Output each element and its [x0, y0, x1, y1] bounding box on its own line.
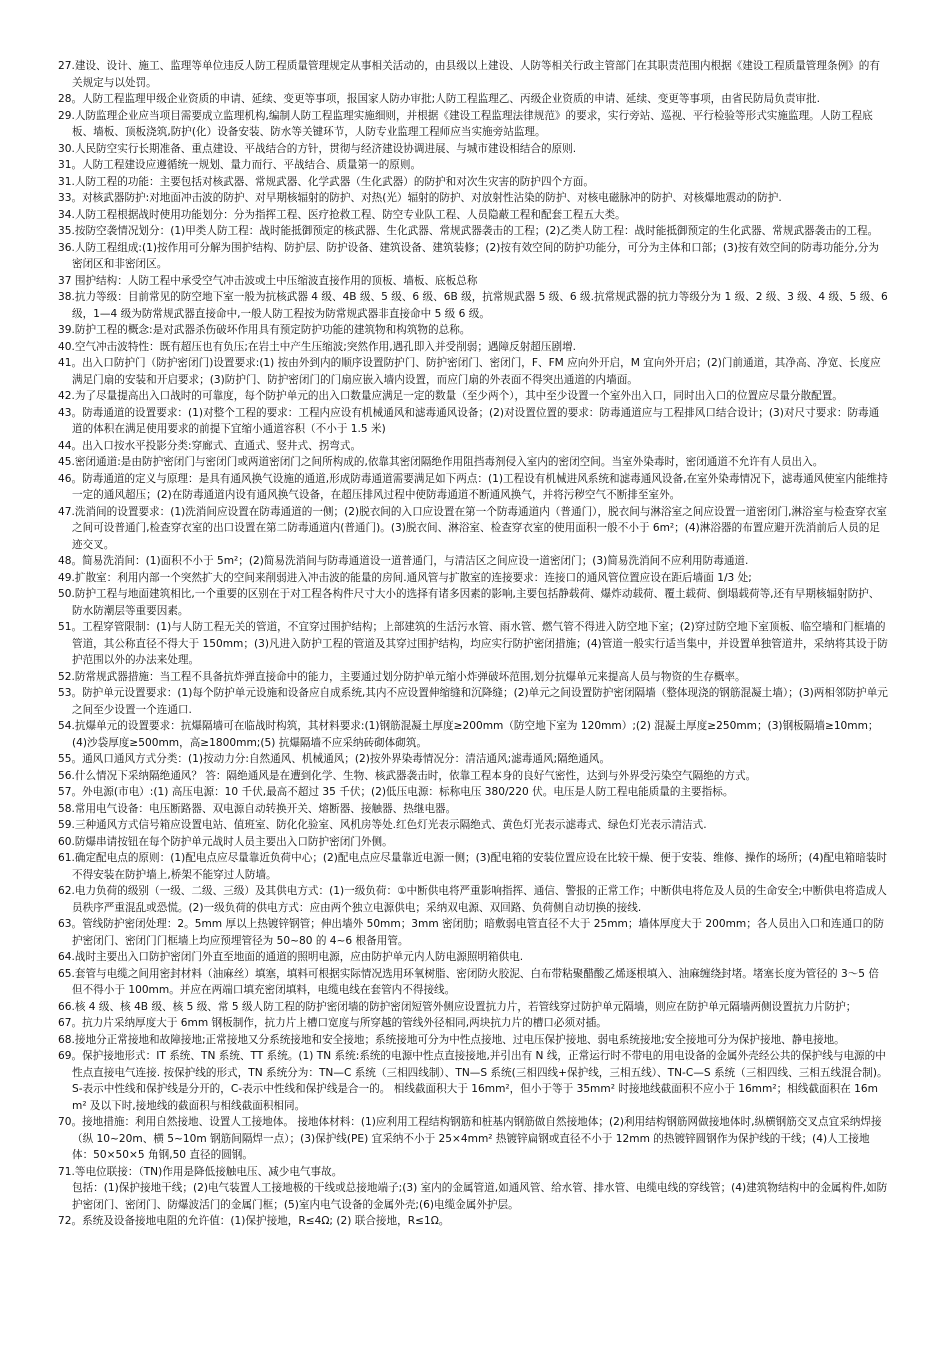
paragraph-33: 33。对核武器防护:对地面冲击波的防护、对早期核辐射的防护、对热(光）辐射的防护、对放射性沾染的防护、对核电磁脉冲的防护、对核爆地震动的防护.	[58, 192, 782, 204]
paragraph-31b: 31.人防工程的功能：主要包括对核武器、常规武器、化学武器（生化武器）的防护和对次生灾害的防护四个方面。	[58, 175, 594, 188]
paragraph-43: 43。防毒通道的设置要求：(1)对整个工程的要求：工程内应设有机械通风和滤毒通风设备；(2)对设置位置的要求：防毒通道应与工程排风口结合设计；(3)对尺寸要求：防毒通道的体积在满足使用要求的前提下宜缩小通道容积（不小于 1.5 米)	[58, 406, 880, 435]
paragraph-63: 63。管线防护密闭处理：2。5mm 厚以上热镀锌钢管；伸出墙外 50mm；3mm 密闭肋；暗敷弱电管直径不大于 25mm；墙体厚度大于 200mm；各人员出入口和连通口的防护密闭门、密闭门门框墙上均应预埋管径为 50~80 的 4~6 根备用管。	[58, 918, 884, 947]
paragraph-34: 34.人防工程根据战时使用功能划分：分为指挥工程、医疗抢救工程、防空专业队工程、人员隐蔽工程和配套工程五大类。	[58, 208, 626, 221]
paragraph-68: 68.接地分正常接地和故障接地;正常接地又分系统接地和安全接地；系统接地可分为中性点接地、过电压保护接地、弱电系统接地;安全接地可分为保护接地、静电接地。	[58, 1033, 845, 1046]
paragraph-49: 49.扩散室：利用内部一个突然扩大的空间来削弱进入冲击波的能量的房间.通风管与扩散室的连接要求：连接口的通风管位置应设在距后墙面 1/3 处;	[58, 571, 752, 584]
paragraph-60: 60.防爆串请按钮在每个防护单元战时人员主要出入口防护密闭门外侧。	[58, 835, 393, 848]
paragraph-62: 62.电力负荷的级别（一级、二级、三级）及其供电方式：(1)一级负荷：①中断供电将严重影响指挥、通信、警报的正常工作；中断供电将危及人员的生命安全;中断供电将造成人员秩序严重混乱或恐慌。(2)一级负荷的供电方式：应由两个独立电源供电；采纳双电源、双回路、负荷侧自动切换的接线.	[58, 885, 887, 914]
paragraph-42: 42.为了尽量提高出入口战时的可靠度，每个防护单元的出入口数量应满足一定的数量（至少两个），其中至少设置一个室外出入口，同时出入口的位置应尽量分散配置。	[58, 390, 843, 402]
paragraph-53: 53。防护单元设置要求：(1)每个防护单元设施和设备应自成系统,其内不应设置伸缩缝和沉降缝；(2)单元之间设置防护密闭隔墙（整体现浇的钢筋混凝土墙）；(3)两相邻防护单元之间至少设置一个连通口.	[58, 687, 888, 716]
document-body	[58, 58, 888, 1230]
paragraph-61: 61.确定配电点的原则：(1)配电点应尽量靠近负荷中心；(2)配电点应尽量靠近电源一侧；(3)配电箱的安装位置应设在比较干燥、便于安装、维修、操作的场所；(4)配电箱暗装时不得安装在防护墙上,桥架不能穿过人防墙。	[58, 852, 888, 881]
paragraph-31a: 31。人防工程建设应遵循统一规划、量力而行、平战结合、质量第一的原则。	[58, 159, 422, 171]
paragraph-50: 50.防护工程与地面建筑相比,一个重要的区别在于对工程各构件尺寸大小的选择有诸多因素的影响,主要包括静载荷、爆炸动载荷、覆土载荷、倒塌载荷等,还有早期核辐射防护、防水防潮层等重要因素。	[58, 588, 880, 617]
paragraph-48: 48。简易洗消间：(1)面积不小于 5m²；(2)简易洗消间与防毒通道设一道普通门，与清洁区之间应设一道密闭门；(3)简易洗消间不应利用防毒通道.	[58, 555, 749, 567]
paragraph-69: 69。保护接地形式：IT 系统、TN 系统、TT 系统。(1) TN 系统:系统的电源中性点直接接地,并引出有 N 线，正常运行时不带电的用电设备的金属外壳经公共的保护线与电源的中性点直接电气连接. 按保护线的形式，TN 系统分为：TN—C 系统（三相四线制）、TN—S 系统(三相四线+保护线，三相五线）、TN-C—S 系统（三相四线、三相五线混合制)。S-表示中性线和保护线是分开的，C-表示中性线和保护线是合一的。 相线截面积大于 16mm²，但小于等于 35mm² 时接地线截面积不应小于 16mm²；相线截面积在 16mm² 及以下时,接地线的截面积与相线截面积相同。	[58, 1050, 888, 1112]
paragraph-45: 45.密闭通道:是由防护密闭门与密闭门或两道密闭门之间所构成的,依靠其密闭隔绝作用阻挡毒剂侵入室内的密闭空间。当室外染毒时，密闭通道不允许有人员出入。	[58, 456, 824, 468]
paragraph-54: 54.抗爆单元的设置要求：抗爆隔墙可在临战时构筑，其材料要求:(1)钢筋混凝土厚度≥200mm（防空地下室为 120mm）;(2) 混凝土厚度≥250mm；(3)钢板隔墙≥10mm；(4)沙袋厚度≥500mm，高≥1800mm;(5) 抗爆隔墙不应采纳砖砌体砌筑。	[58, 720, 879, 749]
paragraph-39: 39.防护工程的概念:是对武器杀伤破坏作用具有预定防护功能的建筑物和构筑物的总称。	[58, 324, 471, 336]
paragraph-41: 41。出入口防护门（防护密闭门)设置要求:(1) 按由外到内的顺序设置防护门、防护密闭门、密闭门，F、FM 应向外开启，M 宜向外开启；(2)门前通道，其净高、净宽、长度应满足门扇的安装和开启要求；(3)防护门、防护密闭门的门扇应嵌入墙内设置，而应门扇的外表面不得突出通道的内墙面。	[58, 357, 881, 386]
paragraph-40: 40.空气冲击波特性：既有超压也有负压;在岩土中产生压缩波;突然作用,遇孔即入并受削弱；遇障反射超压剧增.	[58, 340, 577, 353]
paragraph-67: 67。抗力片采纳厚度大于 6mm 钢板制作，抗力片上槽口宽度与所穿越的管线外径相同,两块抗力片的槽口必须对插。	[58, 1017, 607, 1029]
paragraph-36: 36.人防工程组成:(1)按作用可分解为围护结构、防护层、防护设备、建筑设备、建筑装修；(2)按有效空间的防护功能分，可分为主体和口部；(3)按有效空间的防毒功能分,分为密闭区和非密闭区。	[58, 241, 879, 270]
paragraph-46: 46。防毒通道的定义与原理：是具有通风换气设施的通道,形成防毒通道需要满足如下两点：(1)工程设有机械进风系统和滤毒通风设备,在室外染毒情况下，滤毒通风使室内能维持一定的通风超压；(2)在防毒通道内设有通风换气设备，在超压排风过程中使防毒通道不断通风换气，并将污秽空气不断排至室外。	[58, 472, 888, 501]
paragraph-64: 64.战时主要出入口防护密闭门外直至地面的通道的照明电源，应由防护单元内人防电源照明箱供电.	[58, 951, 524, 963]
paragraph-55: 55。通风口通风方式分类：(1)按动力分:自然通风、机械通风；(2)按外界染毒情况分：清洁通风;滤毒通风;隔绝通风。	[58, 753, 611, 765]
paragraph-37: 37 围护结构：人防工程中承受空气冲击波或土中压缩波直接作用的顶板、墙板、底板总称	[58, 274, 478, 287]
paragraph-56: 56.什么情况下采纳隔绝通风？ 答：隔绝通风是在遭到化学、生物、核武器袭击时，依靠工程本身的良好气密性，达到与外界受污染空气隔绝的方式。	[58, 769, 757, 782]
paragraph-71: 71.等电位联接：（TN)作用是降低接触电压、减少电气事故。	[58, 1165, 343, 1178]
paragraph-51: 51。工程穿管限制：(1)与人防工程无关的管道，不宜穿过围护结构；上部建筑的生活污水管、雨水管、燃气管不得进入防空地下室；(2)穿过防空地下室顶板、临空墙和门框墙的管道，其公称直径不得大于 150mm；(3)凡进入防护工程的管道及其穿过围护结构，均应实行防护密闭措施；(4)管道一般实行适当集中，并设置单独管道井，采纳将其设于防护范围以外的办法来处理。	[58, 621, 888, 666]
paragraph-38: 38.抗力等级：目前常见的防空地下室一般为抗核武器 4 级、4B 级、5 级、6 级、6B 级，抗常规武器 5 级、6 级.抗常规武器的抗力等级分为 1 级、2 级、3 级、4 级、5 级、6 级，1—4 级为防常规武器直接命中,一般人防工程按为防常规武器非直接命中 5 级 6 级。	[58, 291, 888, 320]
paragraph-52: 52.防常规武器措施：当工程不具备抗炸弹直接命中的能力，主要通过划分防护单元缩小炸弹破坏范围,划分抗爆单元来提高人员与物资的生存概率。	[58, 670, 746, 683]
paragraph-59: 59.三种通风方式信号箱应设置电站、值班室、防化化验室、风机房等处.红色灯光表示隔绝式、黄色灯光表示滤毒式、绿色灯光表示清洁式.	[58, 819, 707, 831]
paragraph-44: 44。出入口按水平投影分类:穿廊式、直通式、竖井式、拐弯式。	[58, 439, 362, 452]
paragraph-30: 30.人民防空实行长期准备、重点建设、平战结合的方针，贯彻与经济建设协调进展、与城市建设相结合的原则.	[58, 142, 577, 155]
paragraph-66: 66.核 4 级、核 4B 级、核 5 级、常 5 级人防工程的防护密闭墙的防护密闭短管外侧应设置抗力片，若管线穿过防护单元隔墙，则应在防护单元隔墙两侧设置抗力片防护；	[58, 1000, 857, 1013]
paragraph-58: 58.常用电气设备：电压断路器、双电源自动转换开关、熔断器、接触器、热继电器。	[58, 802, 457, 815]
paragraph-29: 29.人防监理企业应当项目需要成立监理机构,编制人防工程监理实施细则，并根据《建设工程监理法律规范》的要求，实行旁站、巡视、平行检验等形式实施监理。人防工程底板、墙板、顶板浇筑,防护(化）设备安装、防水等关键环节，人防专业监理工程师应当实施旁站监理。	[58, 109, 873, 138]
paragraph-47: 47.洗消间的设置要求：(1)洗消间应设置在防毒通道的一侧；(2)脱衣间的入口应设置在第一个防毒通道内（普通门），脱衣间与淋浴室之间应设置一道密闭门,淋浴室与检查穿衣室之间可设普通门,检查穿衣室的出口设置在第二防毒通道内(普通门)。(3)脱衣间、淋浴室、检查穿衣室的使用面积一般不小于 6m²；(4)淋浴器的布置应避开洗消前后人员的足迹交叉。	[58, 505, 887, 551]
paragraph-57: 57。外电源(市电）:(1) 高压电源：10 千伏,最高不超过 35 千伏；(2)低压电源：标称电压 380/220 伏。电压是人防工程电能质量的主要指标。	[58, 786, 734, 798]
paragraph-65: 65.套管与电缆之间用密封材料（油麻丝）填塞，填料可根据实际情况选用环氧树脂、密闭防火胶泥、白布带粘聚醋酸乙烯逐根填入、油麻缠绕封堵。堵塞长度为管径的 3～5 倍但不得小于 100mm。并应在两端口填充密闭填料，电缆电线在套管内不得接线。	[58, 967, 879, 996]
paragraph-70: 70。接地措施：利用自然接地、设置人工接地体。 接地体材料：(1)应利用工程结构钢筋和桩基内钢筋做自然接地体；(2)利用结构钢筋网做接地体时,纵横钢筋交叉点宜采纳焊接（纵 10~20m、横 5~10m 钢筋间隔焊一点）；(3)保护线(PE) 宜采纳不小于 25×4mm² 热镀锌扁钢或直径不小于 12mm 的热镀锌圆钢作为保护线的干线；(4)人工接地体：50×50×5 角钢,50 直径的圆钢。	[58, 1116, 882, 1161]
paragraph-71-details: 包括：(1)保护接地干线；(2)电气装置人工接地极的干线或总接地端子;(3) 室内的金属管道,如通风管、给水管、排水管、电缆电线的穿线管；(4)建筑物结构中的金属构件,如防护密闭门、密闭门、防爆波活门的金属门框；(5)室内电气设备的金属外壳;(6)电缆金属外护层。	[72, 1182, 888, 1211]
paragraph-35: 35.按防空袭情况划分：(1)甲类人防工程：战时能抵御预定的核武器、生化武器、常规武器袭击的工程；(2)乙类人防工程：战时能抵御预定的生化武器、常规武器袭击的工程。	[58, 225, 879, 237]
paragraph-28: 28。人防工程监理甲级企业资质的申请、延续、变更等事项，报国家人防办审批;人防工程监理乙、丙级企业资质的申请、延续、变更等事项，由省民防局负责审批.	[58, 93, 820, 105]
paragraph-72: 72。系统及设备接地电阻的允许值：(1)保护接地，R≤4Ω; (2) 联合接地，R≤1Ω。	[58, 1215, 450, 1227]
paragraph-27: 27.建设、设计、施工、监理等单位违反人防工程质量管理规定从事相关活动的，由县级以上建设、人防等相关行政主管部门在其职责范围内根据《建设工程质量管理条例》的有关规定与以处罚。	[58, 60, 880, 89]
